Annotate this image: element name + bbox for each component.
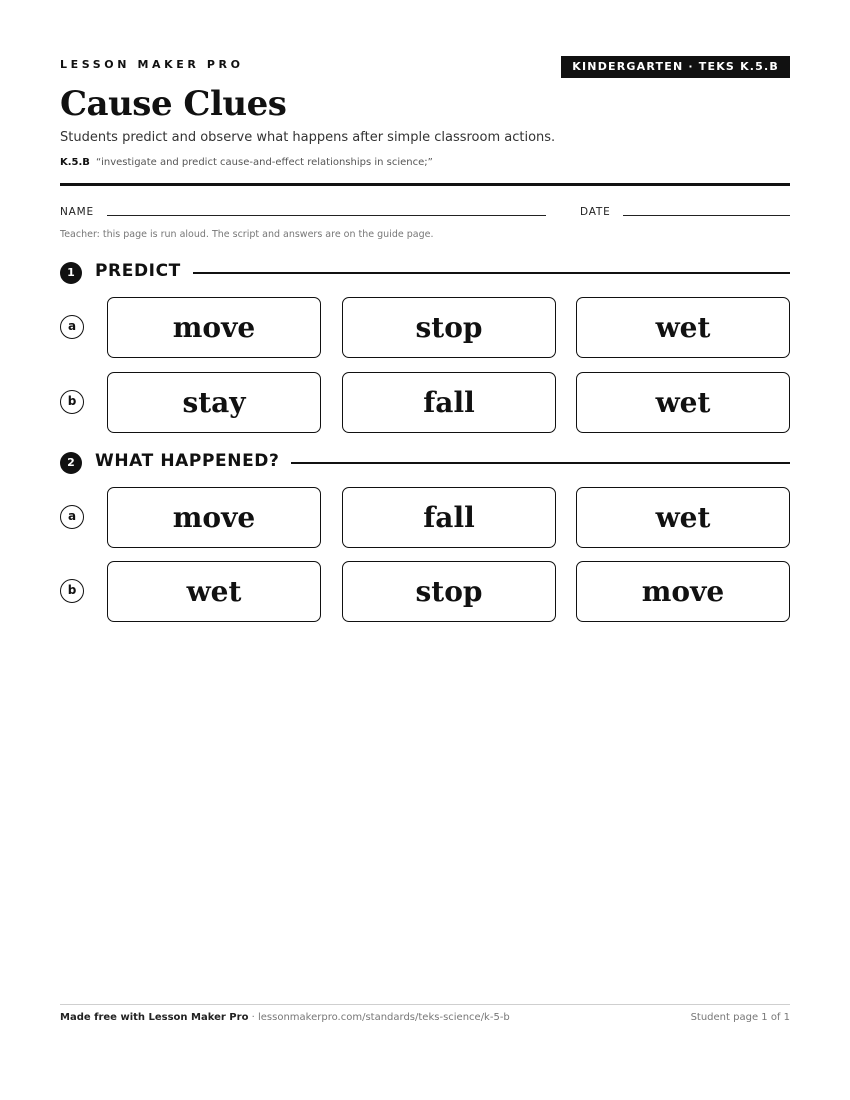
row-letter-badge: b (60, 390, 84, 414)
answer-card[interactable]: fall (342, 487, 556, 548)
footer-page-info: Student page 1 of 1 (690, 1012, 790, 1023)
row-letter-badge: a (60, 315, 84, 339)
answer-card[interactable]: stay (107, 372, 321, 433)
question-row (60, 297, 790, 359)
standard-line (60, 157, 433, 168)
answer-card[interactable]: wet (576, 372, 790, 433)
page-subtitle: Students predict and observe what happens after simple classroom actions. (60, 130, 556, 145)
section-divider (95, 272, 790, 274)
name-field[interactable] (107, 215, 546, 216)
worksheet-page (60, 0, 790, 1100)
row-letter-badge: a (60, 505, 84, 529)
question-row (60, 487, 790, 549)
answer-card[interactable]: move (107, 297, 321, 358)
section-number-badge: 2 (60, 452, 82, 474)
footer-separator: · (248, 1012, 258, 1023)
standard-text: “investigate and predict cause-and-effect relationships in science;” (95, 157, 433, 168)
section-title: PREDICT (95, 261, 193, 281)
section-what-happened (60, 449, 790, 479)
answer-card[interactable]: stop (342, 297, 556, 358)
standard-code: K.5.B (60, 157, 90, 168)
answer-card[interactable]: fall (342, 372, 556, 433)
answer-card[interactable]: wet (107, 561, 321, 622)
brand-name: LESSON MAKER PRO (60, 58, 244, 71)
answer-card[interactable]: wet (576, 487, 790, 548)
footer-divider (60, 1004, 790, 1005)
page-title: Cause Clues (60, 84, 287, 124)
answer-card[interactable]: wet (576, 297, 790, 358)
footer-credit (60, 1012, 510, 1023)
date-field[interactable] (623, 215, 790, 216)
footer-brand: Made free with Lesson Maker Pro (60, 1012, 249, 1023)
answer-card[interactable]: move (576, 561, 790, 622)
question-row (60, 561, 790, 623)
answer-card[interactable]: move (107, 487, 321, 548)
footer-url[interactable]: lessonmakerpro.com/standards/teks-science/k-5-b (257, 1012, 510, 1023)
grade-badge: KINDERGARTEN · TEKS K.5.B (561, 56, 790, 78)
header-divider (60, 183, 790, 186)
section-title: WHAT HAPPENED? (95, 451, 291, 471)
section-number-badge: 1 (60, 262, 82, 284)
question-row (60, 372, 790, 434)
name-label: NAME (60, 206, 94, 218)
date-label: DATE (580, 206, 611, 218)
answer-card[interactable]: stop (342, 561, 556, 622)
teacher-note: Teacher: this page is run aloud. The script and answers are on the guide page. (60, 229, 434, 240)
row-letter-badge: b (60, 579, 84, 603)
section-predict (60, 259, 790, 289)
